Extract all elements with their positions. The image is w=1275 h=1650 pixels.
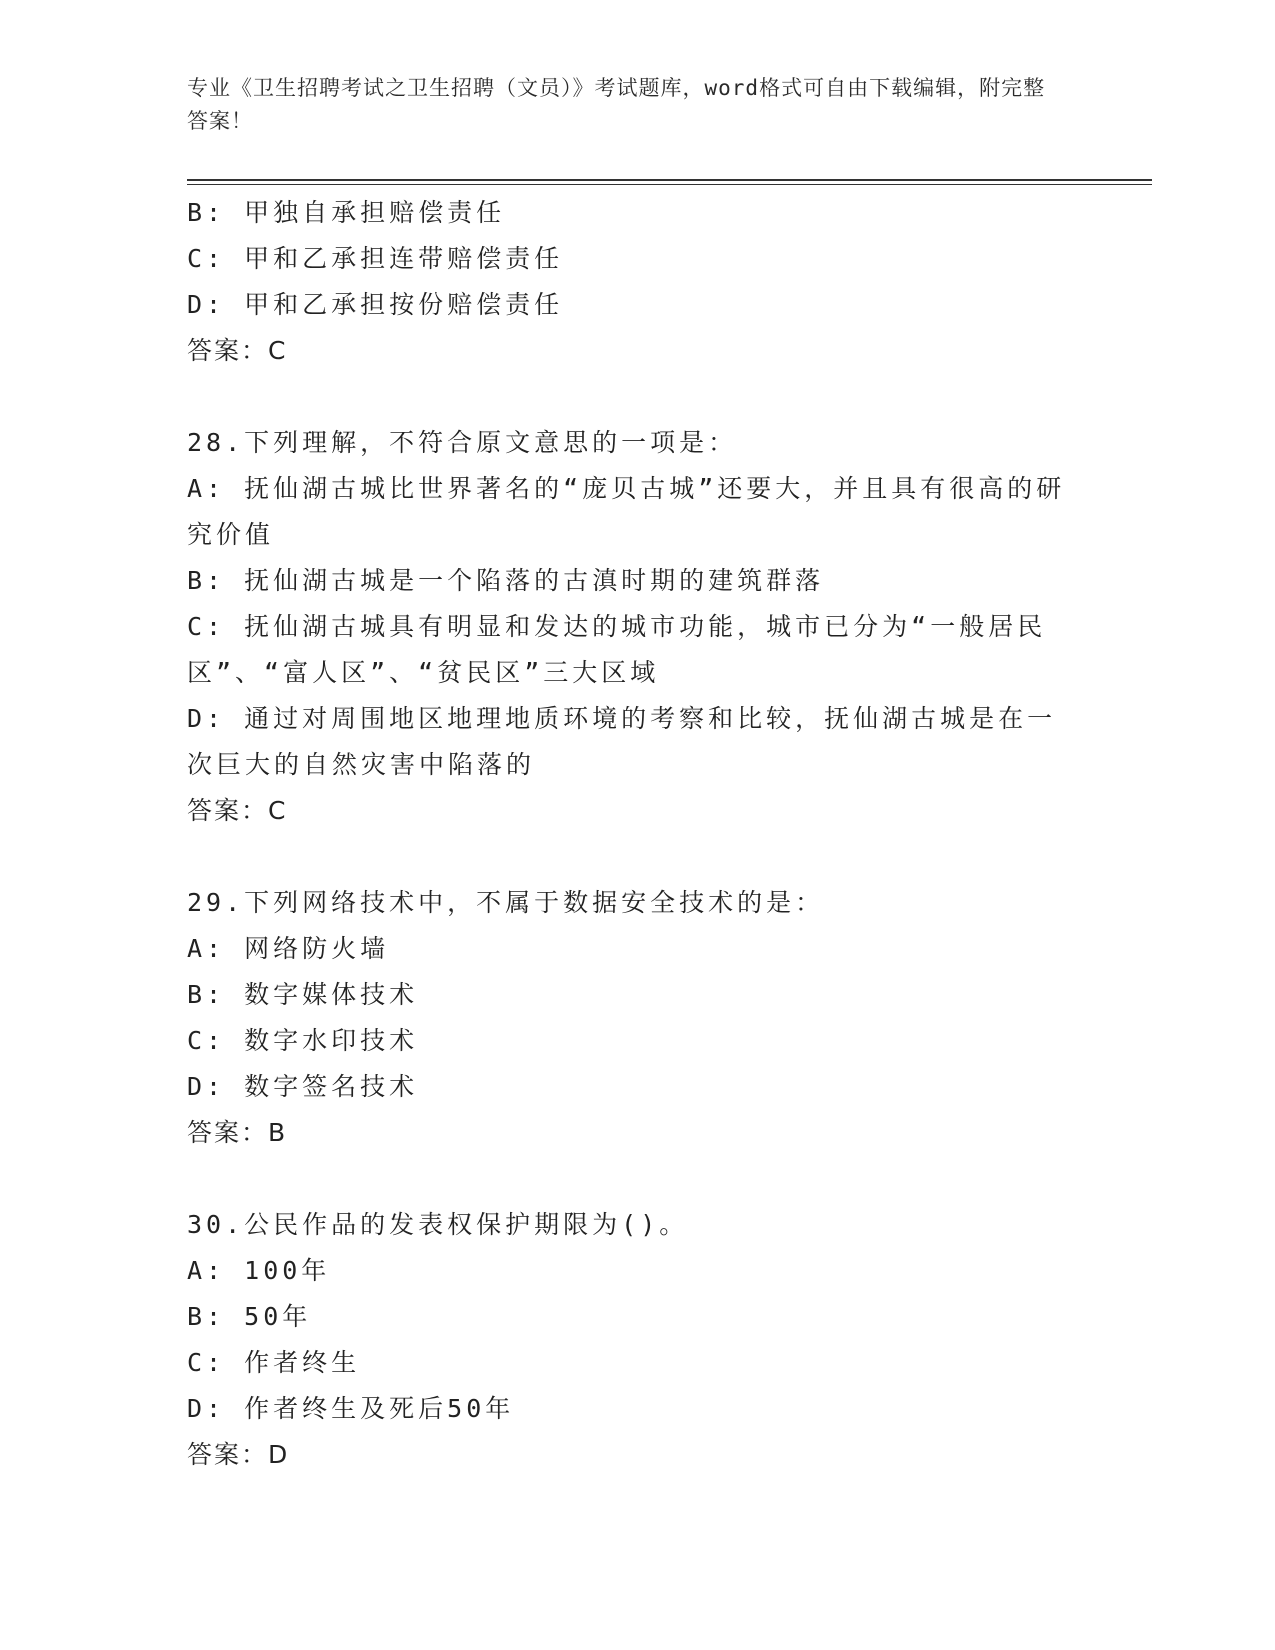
header-rule-thin (187, 184, 1152, 185)
document-header: 专业《卫生招聘考试之卫生招聘（文员）》考试题库，word格式可自由下载编辑，附完整答案！ (187, 76, 1046, 133)
spacer (187, 834, 1087, 880)
option-c: C: 数字水印技术 (187, 1026, 419, 1055)
option-b: B: 数字媒体技术 (187, 980, 419, 1009)
question-27-continuation (187, 190, 1087, 374)
option-b: B: 50年 (187, 1302, 312, 1331)
option-c: C: 甲和乙承担连带赔偿责任 (187, 244, 564, 273)
spacer (187, 1156, 1087, 1202)
option-a: A: 抚仙湖古城比世界著名的“庞贝古城”还要大，并且具有很高的研究价值 (187, 474, 1066, 549)
answer-line: 答案：B (187, 1118, 288, 1147)
answer-line: 答案：C (187, 336, 288, 365)
answer-line: 答案：D (187, 1440, 290, 1469)
option-a: A: 网络防火墙 (187, 934, 390, 963)
option-d: D: 通过对周围地区地理地质环境的考察和比较，抚仙湖古城是在一次巨大的自然灾害中陷落的 (187, 704, 1057, 779)
question-content (187, 190, 1087, 1478)
option-c: C: 抚仙湖古城具有明显和发达的城市功能，城市已分为“一般居民区”、“富人区”、“贫民区”三大区域 (187, 612, 1047, 687)
option-b: B: 抚仙湖古城是一个陷落的古滇时期的建筑群落 (187, 566, 825, 595)
option-c: C: 作者终生 (187, 1348, 361, 1377)
option-a: A: 100年 (187, 1256, 331, 1285)
question-30 (187, 1202, 1087, 1478)
option-d: D: 作者终生及死后50年 (187, 1394, 515, 1423)
question-28 (187, 420, 1087, 834)
answer-line: 答案：C (187, 796, 288, 825)
option-b: B: 甲独自承担赔偿责任 (187, 198, 506, 227)
question-stem: 30.公民作品的发表权保护期限为()。 (187, 1210, 689, 1239)
spacer (187, 374, 1087, 420)
question-29 (187, 880, 1087, 1156)
option-d: D: 数字签名技术 (187, 1072, 419, 1101)
question-stem: 29.下列网络技术中，不属于数据安全技术的是： (187, 888, 825, 917)
header-rule-thick (187, 179, 1152, 181)
question-stem: 28.下列理解，不符合原文意思的一项是： (187, 428, 738, 457)
option-d: D: 甲和乙承担按份赔偿责任 (187, 290, 564, 319)
